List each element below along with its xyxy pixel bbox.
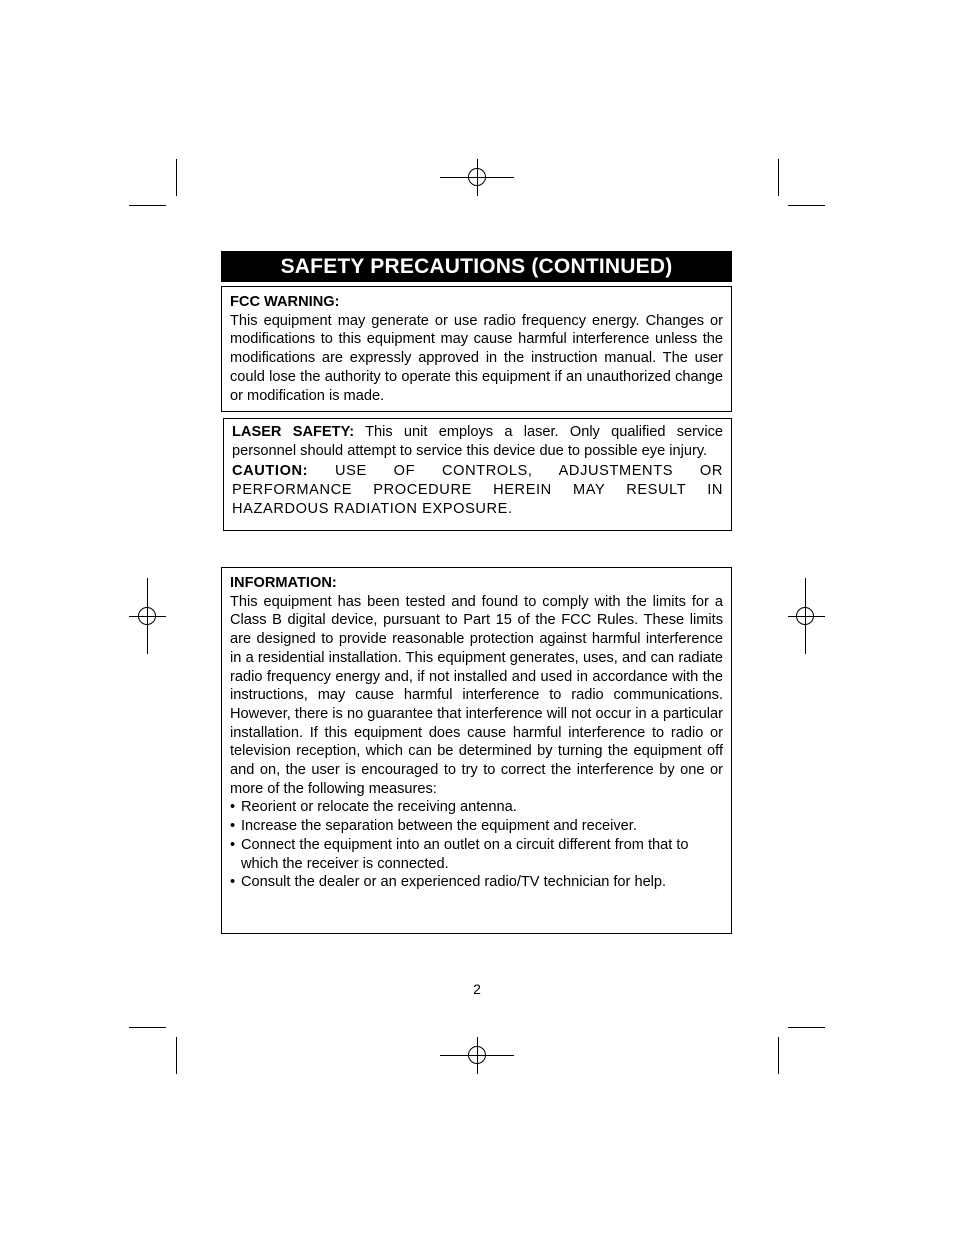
- crop-mark-top-right-vertical: [778, 159, 779, 196]
- information-box: [221, 567, 732, 934]
- caution-heading: CAUTION:: [232, 463, 309, 480]
- crop-mark-top-left-vertical: [176, 159, 177, 196]
- list-item: • Connect the equipment into an outlet on a circuit different from that to which the receiver is connected.: [230, 836, 723, 873]
- laser-safety-body: This unit employs a laser. Only qualified service personnel should attempt to service this device due to possible eye injury.: [232, 424, 723, 459]
- caution-paragraph: [232, 462, 723, 518]
- list-item: • Reorient or relocate the receiving antenna.: [230, 798, 723, 817]
- crop-mark-top-right-horizontal: [788, 205, 825, 206]
- page-title: SAFETY PRECAUTIONS (CONTINUED): [221, 251, 732, 282]
- list-item: • Consult the dealer or an experienced radio/TV technician for help.: [230, 873, 723, 892]
- crop-mark-top-left-horizontal: [129, 205, 166, 206]
- fcc-warning-heading: FCC WARNING:: [230, 294, 340, 310]
- information-heading: INFORMATION:: [230, 575, 337, 591]
- information-body: This equipment has been tested and found to comply with the limits for a Class B digital device, pursuant to Part 15 of the FCC Rules. These limits are designed to provide reasonable protection against harmful interference in a residential installation. This equipment generates, uses, and can radiate radio frequency energy and, if not installed and used in accordance with the instructions, may cause harmful interference to radio communications. However, there is no guarantee that interference will not occur in a particular installation. If this equipment does cause harmful interference to radio or television reception, which can be determined by turning the equipment off and on, the user is encouraged to try to correct the interference by one or more of the following measures:: [230, 593, 723, 797]
- list-item: • Increase the separation between the equipment and receiver.: [230, 817, 723, 836]
- laser-safety-box: [223, 418, 732, 531]
- laser-safety-paragraph: [232, 423, 723, 460]
- fcc-warning-box: [221, 286, 732, 412]
- crop-mark-bottom-right-horizontal: [788, 1027, 825, 1028]
- laser-safety-heading: LASER SAFETY:: [232, 424, 355, 440]
- fcc-warning-body: This equipment may generate or use radio frequency energy. Changes or modifications to this equipment may cause harmful interference unless the modifications are expressly approved in the instruction manual. The user could lose the authority to operate this equipment if an unauthorized change or modification is made.: [230, 312, 723, 404]
- page-number: 2: [473, 981, 481, 997]
- crop-mark-bottom-left-vertical: [176, 1037, 177, 1074]
- crop-mark-bottom-left-horizontal: [129, 1027, 166, 1028]
- measures-list: [230, 798, 723, 892]
- caution-body: USE OF CONTROLS, ADJUSTMENTS OR PERFORMANCE PROCEDURE HEREIN MAY RESULT IN HAZARDOUS RADIATION EXPOSURE.: [232, 463, 723, 517]
- crop-mark-bottom-right-vertical: [778, 1037, 779, 1074]
